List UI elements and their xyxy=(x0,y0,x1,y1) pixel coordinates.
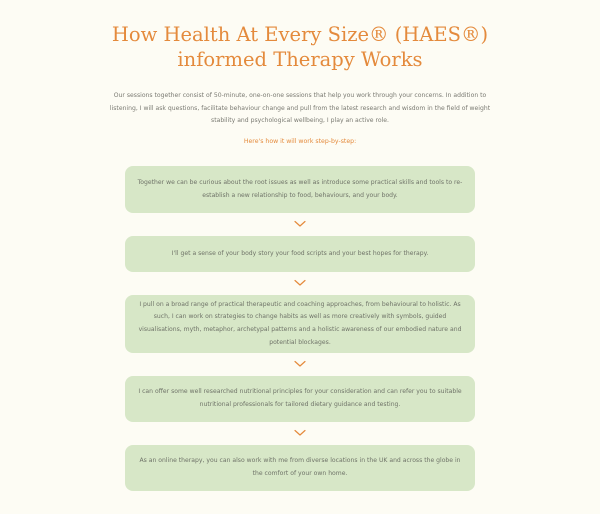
step-text-2: I'll get a sense of your body story your food scripts and your best hopes for therapy. xyxy=(171,249,429,257)
step-card-3 xyxy=(125,295,475,353)
step-card-4 xyxy=(125,376,475,422)
step-card-1 xyxy=(125,166,475,213)
step-card-5 xyxy=(125,445,475,491)
chevron-down-icon xyxy=(294,220,306,228)
step-card-2 xyxy=(125,236,475,272)
step-text-4: I can offer some well researched nutritional principles for your consideration and can refer you to suitable nutritional professionals for tailored dietary guidance and testing. xyxy=(138,388,462,408)
chevron-down-icon xyxy=(294,429,306,437)
intro-paragraph: Our sessions together consist of 50-minute, one-on-one sessions that help you work through your concerns. In addition to listening, I will ask questions, facilitate behaviour change and pull from the latest research and wisdom in the field of weight stability and psychological wellbeing, I play an active role. xyxy=(109,92,491,125)
step-text-5: As an online therapy, you can also work with me from diverse locations in the UK and across the globe in the comfort of your own home. xyxy=(139,457,461,477)
chevron-down-icon xyxy=(294,279,306,287)
page-title xyxy=(0,22,600,72)
step-text-1: Together we can be curious about the root issues as well as introduce some practical skills and tools to re-establish a new relationship to food, behaviours, and your body. xyxy=(137,178,463,199)
page-title-line-1: How Health At Every Size® (HAES®) xyxy=(111,23,489,46)
chevron-down-icon xyxy=(294,360,306,368)
steps-heading: Here's how it will work step-by-step: xyxy=(243,138,357,145)
page-title-line-2: informed Therapy Works xyxy=(177,48,423,71)
step-text-3: I pull on a broad range of practical therapeutic and coaching approaches, from behavioural to holistic. As such, I can work on strategies to change habits as well as more creatively with symbols, guided visualisations, myth, metaphor, archetypal patterns and a holistic awareness of our embodied nature and potential blockages. xyxy=(138,300,462,346)
